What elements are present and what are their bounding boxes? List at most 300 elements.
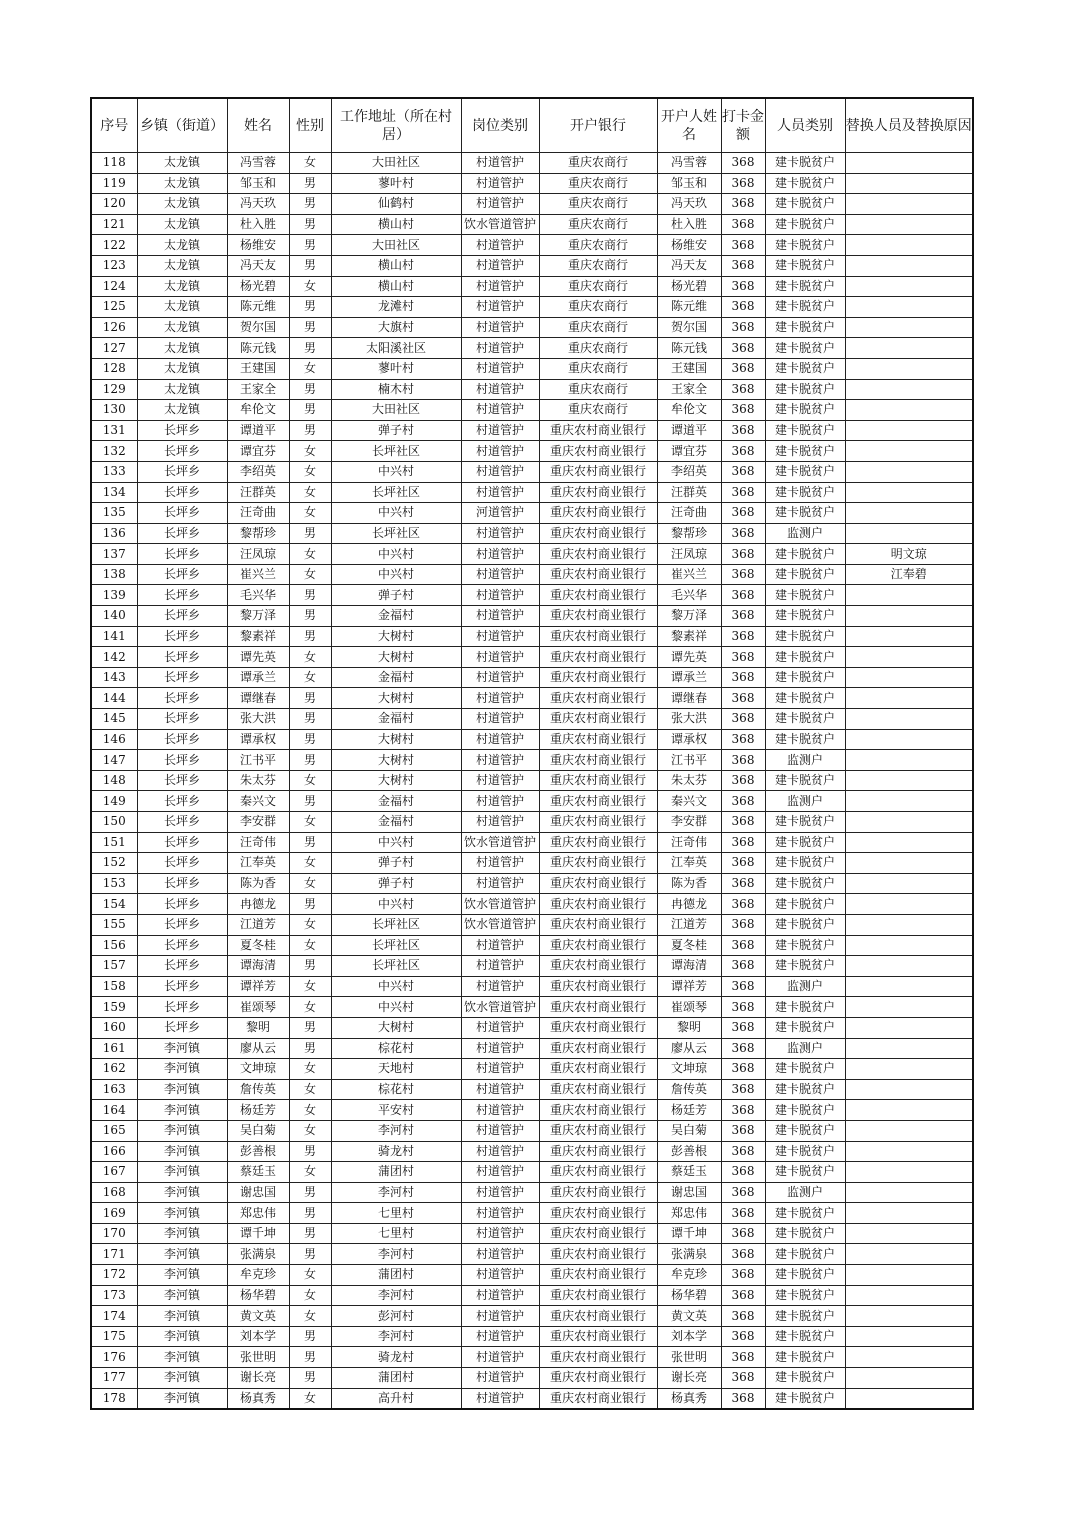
post-type-cell: 村道管护 [461, 1326, 539, 1347]
name-cell: 夏冬桂 [227, 935, 289, 956]
account-holder-cell: 崔颂琴 [657, 997, 721, 1018]
post-type-cell: 村道管护 [461, 1368, 539, 1389]
table-row [91, 832, 973, 853]
work-address-cell: 仙鹤村 [331, 194, 461, 215]
account-holder-cell: 牟伦文 [657, 400, 721, 421]
post-type-cell: 村道管护 [461, 1120, 539, 1141]
table-row [91, 1244, 973, 1265]
bank-cell: 重庆农村商业银行 [539, 647, 657, 668]
bank-cell: 重庆农村商业银行 [539, 1182, 657, 1203]
person-category-cell: 建卡脱贫户 [765, 214, 845, 235]
index-cell: 128 [91, 358, 137, 379]
township-cell: 李河镇 [137, 1244, 227, 1265]
bank-cell: 重庆农村商业银行 [539, 976, 657, 997]
bank-cell: 重庆农村商业银行 [539, 1388, 657, 1409]
post-type-cell: 村道管护 [461, 235, 539, 256]
work-address-cell: 弹子村 [331, 873, 461, 894]
amount-cell: 368 [721, 853, 765, 874]
post-type-cell: 村道管护 [461, 1182, 539, 1203]
amount-cell: 368 [721, 647, 765, 668]
township-cell: 长坪乡 [137, 853, 227, 874]
post-type-cell: 村道管护 [461, 441, 539, 462]
table-row [91, 255, 973, 276]
bank-cell: 重庆农村商业银行 [539, 1347, 657, 1368]
post-type-cell: 河道管护 [461, 503, 539, 524]
gender-cell: 男 [289, 235, 331, 256]
replacement-cell [845, 873, 973, 894]
gender-cell: 女 [289, 935, 331, 956]
work-address-cell: 大树村 [331, 750, 461, 771]
township-cell: 长坪乡 [137, 770, 227, 791]
township-cell: 长坪乡 [137, 976, 227, 997]
bank-cell: 重庆农村商业银行 [539, 1162, 657, 1183]
name-cell: 杨华碧 [227, 1285, 289, 1306]
work-address-cell: 棕花村 [331, 1079, 461, 1100]
name-cell: 文坤琼 [227, 1059, 289, 1080]
table-row [91, 688, 973, 709]
township-cell: 长坪乡 [137, 997, 227, 1018]
account-holder-cell: 黎万泽 [657, 606, 721, 627]
account-holder-cell: 冯天友 [657, 255, 721, 276]
table-row [91, 482, 973, 503]
bank-cell: 重庆农村商业银行 [539, 626, 657, 647]
replacement-cell [845, 379, 973, 400]
table-row [91, 1306, 973, 1327]
index-cell: 131 [91, 420, 137, 441]
name-cell: 杨光碧 [227, 276, 289, 297]
replacement-cell [845, 1182, 973, 1203]
township-cell: 太龙镇 [137, 214, 227, 235]
index-cell: 172 [91, 1265, 137, 1286]
table-row [91, 1203, 973, 1224]
table-row [91, 1368, 973, 1389]
township-cell: 长坪乡 [137, 482, 227, 503]
person-category-cell: 建卡脱贫户 [765, 1388, 845, 1409]
person-category-cell: 建卡脱贫户 [765, 585, 845, 606]
replacement-cell [845, 667, 973, 688]
index-cell: 160 [91, 1017, 137, 1038]
table-row [91, 1141, 973, 1162]
gender-cell: 女 [289, 812, 331, 833]
account-holder-cell: 谭宜芬 [657, 441, 721, 462]
index-cell: 149 [91, 791, 137, 812]
work-address-cell: 彭河村 [331, 1306, 461, 1327]
table-row [91, 214, 973, 235]
replacement-cell [845, 194, 973, 215]
post-type-cell: 村道管护 [461, 379, 539, 400]
account-holder-cell: 谭承权 [657, 729, 721, 750]
township-cell: 太龙镇 [137, 400, 227, 421]
township-cell: 长坪乡 [137, 750, 227, 771]
amount-cell: 368 [721, 667, 765, 688]
bank-cell: 重庆农村商业银行 [539, 482, 657, 503]
post-type-cell: 村道管护 [461, 1162, 539, 1183]
township-cell: 长坪乡 [137, 832, 227, 853]
account-holder-cell: 冯天玖 [657, 194, 721, 215]
bank-cell: 重庆农村商业银行 [539, 914, 657, 935]
bank-cell: 重庆农商行 [539, 338, 657, 359]
bank-cell: 重庆农村商业银行 [539, 688, 657, 709]
township-cell: 太龙镇 [137, 153, 227, 174]
table-row [91, 1223, 973, 1244]
township-cell: 李河镇 [137, 1347, 227, 1368]
replacement-cell [845, 1265, 973, 1286]
account-holder-cell: 黎明 [657, 1017, 721, 1038]
gender-cell: 女 [289, 976, 331, 997]
gender-cell: 女 [289, 1079, 331, 1100]
person-category-cell: 建卡脱贫户 [765, 935, 845, 956]
index-cell: 136 [91, 523, 137, 544]
gender-cell: 女 [289, 873, 331, 894]
amount-cell: 368 [721, 1244, 765, 1265]
gender-cell: 男 [289, 1038, 331, 1059]
amount-cell: 368 [721, 976, 765, 997]
index-cell: 158 [91, 976, 137, 997]
index-cell: 120 [91, 194, 137, 215]
name-cell: 杨真秀 [227, 1388, 289, 1409]
township-cell: 长坪乡 [137, 688, 227, 709]
account-holder-cell: 汪群英 [657, 482, 721, 503]
person-category-cell: 建卡脱贫户 [765, 873, 845, 894]
post-type-cell: 村道管护 [461, 812, 539, 833]
bank-cell: 重庆农村商业银行 [539, 585, 657, 606]
work-address-cell: 平安村 [331, 1100, 461, 1121]
post-type-cell: 村道管护 [461, 358, 539, 379]
amount-cell: 368 [721, 1017, 765, 1038]
bank-cell: 重庆农村商业银行 [539, 667, 657, 688]
name-cell: 谭道平 [227, 420, 289, 441]
post-type-cell: 村道管护 [461, 976, 539, 997]
name-cell: 谭祥芳 [227, 976, 289, 997]
gender-cell: 女 [289, 1100, 331, 1121]
township-cell: 李河镇 [137, 1285, 227, 1306]
township-cell: 长坪乡 [137, 647, 227, 668]
gender-cell: 男 [289, 317, 331, 338]
person-category-cell: 建卡脱贫户 [765, 997, 845, 1018]
person-category-cell: 建卡脱贫户 [765, 729, 845, 750]
amount-cell: 368 [721, 1079, 765, 1100]
index-cell: 141 [91, 626, 137, 647]
township-cell: 太龙镇 [137, 338, 227, 359]
post-type-cell: 村道管护 [461, 1265, 539, 1286]
amount-cell: 368 [721, 235, 765, 256]
person-category-cell: 建卡脱贫户 [765, 1100, 845, 1121]
name-cell: 邹玉和 [227, 173, 289, 194]
account-holder-cell: 黎帮珍 [657, 523, 721, 544]
amount-cell: 368 [721, 153, 765, 174]
header-cell-amount: 打卡金额 [721, 98, 765, 153]
index-cell: 166 [91, 1141, 137, 1162]
replacement-cell [845, 173, 973, 194]
person-category-cell: 监测户 [765, 1038, 845, 1059]
account-holder-cell: 谢长亮 [657, 1368, 721, 1389]
amount-cell: 368 [721, 1059, 765, 1080]
township-cell: 长坪乡 [137, 585, 227, 606]
table-row [91, 935, 973, 956]
name-cell: 黎明 [227, 1017, 289, 1038]
name-cell: 郑忠伟 [227, 1203, 289, 1224]
replacement-cell [845, 400, 973, 421]
amount-cell: 368 [721, 1285, 765, 1306]
name-cell: 黎万泽 [227, 606, 289, 627]
name-cell: 冯雪蓉 [227, 153, 289, 174]
work-address-cell: 蒲团村 [331, 1162, 461, 1183]
gender-cell: 男 [289, 1182, 331, 1203]
index-cell: 168 [91, 1182, 137, 1203]
person-category-cell: 建卡脱贫户 [765, 853, 845, 874]
person-category-cell: 建卡脱贫户 [765, 194, 845, 215]
work-address-cell: 李河村 [331, 1244, 461, 1265]
work-address-cell: 大田社区 [331, 235, 461, 256]
roster-table [90, 97, 974, 1410]
person-category-cell: 建卡脱贫户 [765, 544, 845, 565]
township-cell: 长坪乡 [137, 812, 227, 833]
account-holder-cell: 江书平 [657, 750, 721, 771]
account-holder-cell: 朱太芬 [657, 770, 721, 791]
work-address-cell: 七里村 [331, 1203, 461, 1224]
gender-cell: 男 [289, 688, 331, 709]
table-row [91, 647, 973, 668]
person-category-cell: 建卡脱贫户 [765, 1368, 845, 1389]
account-holder-cell: 杨维安 [657, 235, 721, 256]
index-cell: 132 [91, 441, 137, 462]
person-category-cell: 建卡脱贫户 [765, 626, 845, 647]
table-row [91, 1017, 973, 1038]
name-cell: 贺尔国 [227, 317, 289, 338]
work-address-cell: 大树村 [331, 729, 461, 750]
index-cell: 173 [91, 1285, 137, 1306]
bank-cell: 重庆农村商业银行 [539, 935, 657, 956]
name-cell: 谭千坤 [227, 1223, 289, 1244]
gender-cell: 女 [289, 1162, 331, 1183]
table-row [91, 709, 973, 730]
amount-cell: 368 [721, 729, 765, 750]
township-cell: 李河镇 [137, 1203, 227, 1224]
account-holder-cell: 黄文英 [657, 1306, 721, 1327]
bank-cell: 重庆农村商业银行 [539, 461, 657, 482]
replacement-cell [845, 935, 973, 956]
account-holder-cell: 谭祥芳 [657, 976, 721, 997]
township-cell: 长坪乡 [137, 626, 227, 647]
post-type-cell: 村道管护 [461, 564, 539, 585]
amount-cell: 368 [721, 750, 765, 771]
person-category-cell: 建卡脱贫户 [765, 1326, 845, 1347]
replacement-cell [845, 1059, 973, 1080]
replacement-cell [845, 997, 973, 1018]
amount-cell: 368 [721, 935, 765, 956]
table-row [91, 400, 973, 421]
table-row [91, 235, 973, 256]
name-cell: 黎素祥 [227, 626, 289, 647]
index-cell: 119 [91, 173, 137, 194]
person-category-cell: 建卡脱贫户 [765, 1017, 845, 1038]
index-cell: 151 [91, 832, 137, 853]
account-holder-cell: 秦兴文 [657, 791, 721, 812]
index-cell: 178 [91, 1388, 137, 1409]
work-address-cell: 中兴村 [331, 976, 461, 997]
amount-cell: 368 [721, 873, 765, 894]
amount-cell: 368 [721, 626, 765, 647]
table-row [91, 873, 973, 894]
person-category-cell: 监测户 [765, 1182, 845, 1203]
name-cell: 谭先英 [227, 647, 289, 668]
bank-cell: 重庆农村商业银行 [539, 997, 657, 1018]
township-cell: 李河镇 [137, 1368, 227, 1389]
amount-cell: 368 [721, 379, 765, 400]
person-category-cell: 建卡脱贫户 [765, 1203, 845, 1224]
table-row [91, 523, 973, 544]
township-cell: 长坪乡 [137, 544, 227, 565]
person-category-cell: 建卡脱贫户 [765, 1141, 845, 1162]
work-address-cell: 大田社区 [331, 153, 461, 174]
person-category-cell: 监测户 [765, 750, 845, 771]
replacement-cell [845, 770, 973, 791]
name-cell: 冉德龙 [227, 894, 289, 915]
post-type-cell: 村道管护 [461, 1347, 539, 1368]
gender-cell: 男 [289, 791, 331, 812]
header-cell-person-category: 人员类别 [765, 98, 845, 153]
header-cell-index: 序号 [91, 98, 137, 153]
replacement-cell: 江奉碧 [845, 564, 973, 585]
person-category-cell: 监测户 [765, 976, 845, 997]
replacement-cell [845, 1244, 973, 1265]
township-cell: 李河镇 [137, 1182, 227, 1203]
post-type-cell: 村道管护 [461, 647, 539, 668]
replacement-cell [845, 1388, 973, 1409]
name-cell: 汪群英 [227, 482, 289, 503]
township-cell: 长坪乡 [137, 956, 227, 977]
amount-cell: 368 [721, 1265, 765, 1286]
person-category-cell: 建卡脱贫户 [765, 1265, 845, 1286]
name-cell: 黎帮珍 [227, 523, 289, 544]
name-cell: 崔兴兰 [227, 564, 289, 585]
post-type-cell: 村道管护 [461, 688, 539, 709]
account-holder-cell: 蔡廷玉 [657, 1162, 721, 1183]
index-cell: 157 [91, 956, 137, 977]
table-row [91, 750, 973, 771]
account-holder-cell: 张世明 [657, 1347, 721, 1368]
post-type-cell: 村道管护 [461, 173, 539, 194]
post-type-cell: 村道管护 [461, 956, 539, 977]
replacement-cell [845, 1120, 973, 1141]
index-cell: 137 [91, 544, 137, 565]
name-cell: 江奉英 [227, 853, 289, 874]
table-row [91, 1388, 973, 1409]
amount-cell: 368 [721, 400, 765, 421]
work-address-cell: 蒲团村 [331, 1368, 461, 1389]
roster-sheet [90, 97, 972, 1410]
bank-cell: 重庆农村商业银行 [539, 1368, 657, 1389]
replacement-cell [845, 729, 973, 750]
person-category-cell: 建卡脱贫户 [765, 297, 845, 318]
work-address-cell: 棕花村 [331, 1038, 461, 1059]
post-type-cell: 村道管护 [461, 1306, 539, 1327]
post-type-cell: 村道管护 [461, 935, 539, 956]
person-category-cell: 建卡脱贫户 [765, 1162, 845, 1183]
index-cell: 150 [91, 812, 137, 833]
amount-cell: 368 [721, 956, 765, 977]
account-holder-cell: 郑忠伟 [657, 1203, 721, 1224]
gender-cell: 女 [289, 564, 331, 585]
account-holder-cell: 谭道平 [657, 420, 721, 441]
gender-cell: 女 [289, 667, 331, 688]
header-cell-gender: 性别 [289, 98, 331, 153]
person-category-cell: 建卡脱贫户 [765, 255, 845, 276]
person-category-cell: 建卡脱贫户 [765, 317, 845, 338]
index-cell: 154 [91, 894, 137, 915]
person-category-cell: 建卡脱贫户 [765, 503, 845, 524]
work-address-cell: 中兴村 [331, 503, 461, 524]
post-type-cell: 饮水管道管护 [461, 997, 539, 1018]
township-cell: 太龙镇 [137, 235, 227, 256]
post-type-cell: 村道管护 [461, 585, 539, 606]
person-category-cell: 建卡脱贫户 [765, 1244, 845, 1265]
gender-cell: 女 [289, 914, 331, 935]
gender-cell: 女 [289, 544, 331, 565]
table-row [91, 914, 973, 935]
bank-cell: 重庆农村商业银行 [539, 812, 657, 833]
account-holder-cell: 谭海清 [657, 956, 721, 977]
gender-cell: 女 [289, 358, 331, 379]
work-address-cell: 中兴村 [331, 894, 461, 915]
township-cell: 李河镇 [137, 1265, 227, 1286]
name-cell: 黄文英 [227, 1306, 289, 1327]
bank-cell: 重庆农村商业银行 [539, 1223, 657, 1244]
amount-cell: 368 [721, 317, 765, 338]
township-cell: 长坪乡 [137, 441, 227, 462]
replacement-cell [845, 1203, 973, 1224]
post-type-cell: 村道管护 [461, 770, 539, 791]
amount-cell: 368 [721, 358, 765, 379]
work-address-cell: 蓼叶村 [331, 358, 461, 379]
amount-cell: 368 [721, 544, 765, 565]
index-cell: 152 [91, 853, 137, 874]
post-type-cell: 村道管护 [461, 853, 539, 874]
bank-cell: 重庆农商行 [539, 276, 657, 297]
name-cell: 牟克珍 [227, 1265, 289, 1286]
amount-cell: 368 [721, 276, 765, 297]
replacement-cell [845, 1368, 973, 1389]
gender-cell: 男 [289, 1203, 331, 1224]
amount-cell: 368 [721, 688, 765, 709]
replacement-cell [845, 750, 973, 771]
post-type-cell: 村道管护 [461, 1017, 539, 1038]
account-holder-cell: 杨华碧 [657, 1285, 721, 1306]
replacement-cell [845, 214, 973, 235]
table-row [91, 1285, 973, 1306]
account-holder-cell: 谭继春 [657, 688, 721, 709]
person-category-cell: 建卡脱贫户 [765, 1223, 845, 1244]
person-category-cell: 监测户 [765, 791, 845, 812]
gender-cell: 男 [289, 1347, 331, 1368]
bank-cell: 重庆农村商业银行 [539, 791, 657, 812]
work-address-cell: 弹子村 [331, 585, 461, 606]
post-type-cell: 饮水管道管护 [461, 832, 539, 853]
name-cell: 冯天玖 [227, 194, 289, 215]
index-cell: 138 [91, 564, 137, 585]
replacement-cell [845, 317, 973, 338]
table-row [91, 1120, 973, 1141]
amount-cell: 368 [721, 1368, 765, 1389]
replacement-cell [845, 523, 973, 544]
account-holder-cell: 谭先英 [657, 647, 721, 668]
person-category-cell: 建卡脱贫户 [765, 606, 845, 627]
person-category-cell: 建卡脱贫户 [765, 688, 845, 709]
replacement-cell [845, 461, 973, 482]
table-row [91, 420, 973, 441]
township-cell: 太龙镇 [137, 173, 227, 194]
post-type-cell: 村道管护 [461, 338, 539, 359]
